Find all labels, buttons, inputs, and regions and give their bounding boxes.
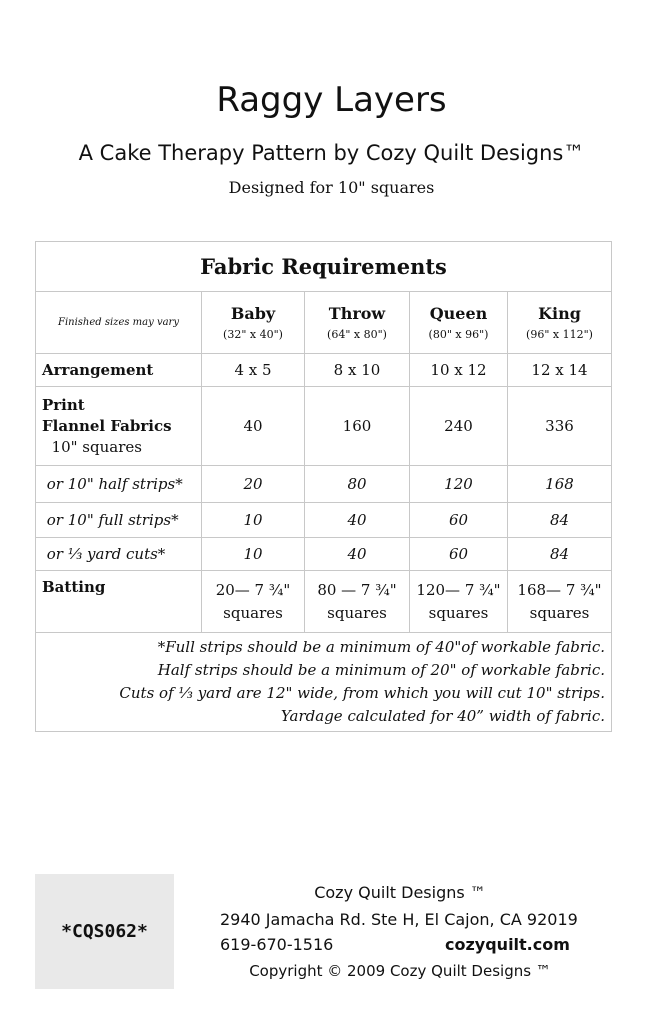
table-cell: 84 — [508, 538, 612, 571]
subtitle-prefix: A — [78, 141, 100, 165]
table-row — [36, 538, 612, 571]
table-cell: 240 — [410, 387, 508, 466]
size-header-row — [36, 292, 612, 354]
table-cell: 40 — [202, 387, 305, 466]
table-cell: 336 — [508, 387, 612, 466]
pattern-tagline: Designed for 10" squares — [228, 178, 435, 197]
table-cell: 80 — 7 ¾" squares — [305, 571, 410, 633]
table-row — [36, 571, 612, 633]
table-cell: 40 — [305, 503, 410, 538]
company-address: 2940 Jamacha Rd. Ste H, El Cajon, CA 92019 — [220, 910, 578, 929]
footnotes — [36, 633, 612, 732]
footnotes-row — [36, 633, 612, 732]
copyright: Copyright © 2009 Cozy Quilt Designs ™ — [249, 962, 551, 980]
footnote: Cuts of ⅓ yard are 12" wide, from which you will cut 10" strips. — [119, 684, 605, 702]
row-label-half-strips: or 10" half strips* — [36, 466, 202, 503]
table-cell: 168 — [508, 466, 612, 503]
table-cell: 120 — [410, 466, 508, 503]
pattern-title: Raggy Layers — [216, 80, 447, 120]
row-label-print: Print Flannel Fabrics 10" squares — [36, 387, 202, 466]
table-cell: 20 — [202, 466, 305, 503]
size-col-throw: Throw (64" x 80") — [305, 292, 410, 354]
row-label-batting: Batting — [36, 571, 202, 633]
size-col-king: King (96" x 112") — [508, 292, 612, 354]
table-cell: 168— 7 ¾" squares — [508, 571, 612, 633]
sizes-note: Finished sizes may vary — [36, 292, 202, 354]
table-title: Fabric Requirements — [36, 242, 612, 292]
table-cell: 10 — [202, 538, 305, 571]
table-row — [36, 503, 612, 538]
table-cell: 4 x 5 — [202, 354, 305, 387]
footnote: Yardage calculated for 40” width of fabric. — [280, 707, 605, 725]
table-cell: 12 x 14 — [508, 354, 612, 387]
row-label-yard-cuts: or ⅓ yard cuts* — [36, 538, 202, 571]
pattern-code: *CQS062* — [35, 874, 174, 989]
table-cell: 60 — [410, 538, 508, 571]
subtitle-brand: by Cozy Quilt Designs™ — [326, 141, 585, 165]
table-cell: 120— 7 ¾" squares — [410, 571, 508, 633]
table-cell: 8 x 10 — [305, 354, 410, 387]
subtitle-series: Cake Therapy Pattern — [99, 141, 327, 165]
table-row — [36, 387, 612, 466]
company-name: Cozy Quilt Designs ™ — [314, 883, 486, 902]
table-cell: 40 — [305, 538, 410, 571]
row-label-arrangement: Arrangement — [36, 354, 202, 387]
pattern-subtitle — [0, 141, 663, 165]
table-cell: 80 — [305, 466, 410, 503]
table-row — [36, 354, 612, 387]
table-cell: 60 — [410, 503, 508, 538]
table-cell: 10 — [202, 503, 305, 538]
fabric-requirements-table — [35, 241, 612, 732]
company-phone: 619-670-1516 — [220, 935, 334, 954]
size-col-queen: Queen (80" x 96") — [410, 292, 508, 354]
table-cell: 84 — [508, 503, 612, 538]
table-row — [36, 466, 612, 503]
size-col-baby: Baby (32" x 40") — [202, 292, 305, 354]
company-website: cozyquilt.com — [445, 935, 570, 954]
footnote: Half strips should be a minimum of 20" of workable fabric. — [157, 661, 605, 679]
row-label-full-strips: or 10" full strips* — [36, 503, 202, 538]
table-cell: 10 x 12 — [410, 354, 508, 387]
table-cell: 160 — [305, 387, 410, 466]
table-cell: 20— 7 ¾" squares — [202, 571, 305, 633]
footnote: *Full strips should be a minimum of 40"of workable fabric. — [157, 638, 605, 656]
